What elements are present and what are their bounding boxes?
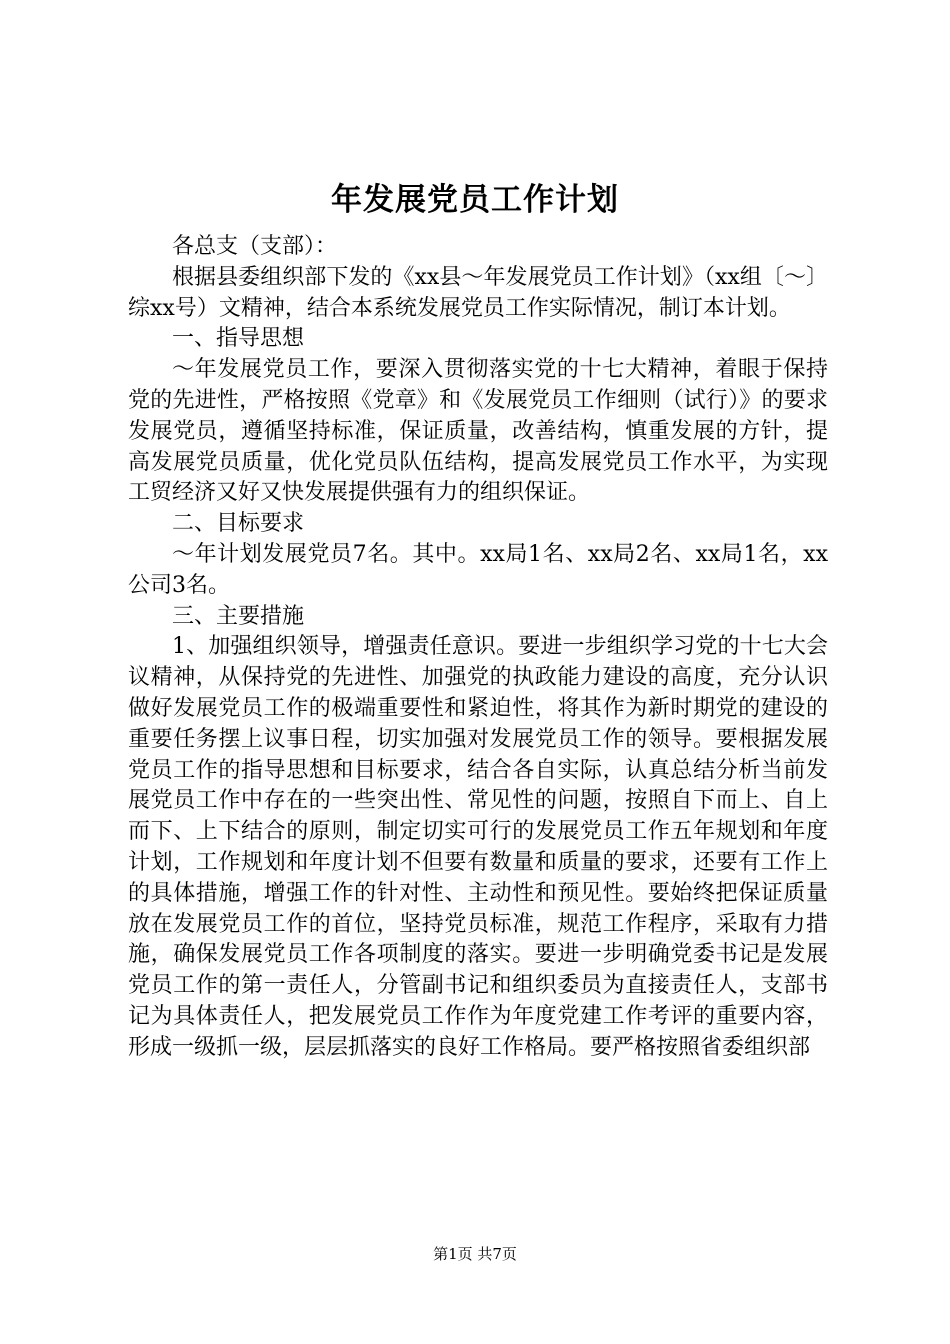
- document-body: [128, 232, 828, 1064]
- paragraph-measures-1: 1、加强组织领导，增强责任意识。要进一步组织学习党的十七大会议精神，从保持党的先进性、加强党的执政能力建设的高度，充分认识做好发展党员工作的极端重要性和紧迫性，将其作为新时期党的建设的重要任务摆上议事日程，切实加强对发展党员工作的领导。要根据发展党员工作的指导思想和目标要求，结合各自实际，认真总结分析当前发展党员工作中存在的一些突出性、常见性的问题，按照自下而上、自上而下、上下结合的原则，制定切实可行的发展党员工作五年规划和年度计划，工作规划和年度计划不但要有数量和质量的要求，还要有工作上的具体措施，增强工作的针对性、主动性和预见性。要始终把保证质量放在发展党员工作的首位，坚持党员标准，规范工作程序，采取有力措施，确保发展党员工作各项制度的落实。要进一步明确党委书记是发展党员工作的第一责任人，分管副书记和组织委员为直接责任人，支部书记为具体责任人，把发展党员工作作为年度党建工作考评的重要内容，形成一级抓一级，层层抓落实的良好工作格局。要严格按照省委组织部: [128, 634, 828, 1060]
- paragraph-targets: ～年计划发展党员7名。其中。xx局1名、xx局2名、xx局1名，xx公司3名。: [128, 541, 828, 598]
- section-heading-2: 二、目标要求: [172, 511, 305, 537]
- section-heading-3: 三、主要措施: [172, 603, 305, 629]
- paragraph-guiding-ideology: ～年发展党员工作，要深入贯彻落实党的十七大精神，着眼于保持党的先进性，严格按照《党章》和《发展党员工作细则（试行）》的要求发展党员，遵循坚持标准，保证质量，改善结构，慎重发展的方针，提高发展党员质量，优化党员队伍结构，提高发展党员工作水平，为实现工贸经济又好又快发展提供强有力的组织保证。: [128, 357, 828, 506]
- section-heading-1: 一、指导思想: [172, 326, 305, 352]
- page-footer: 第1页 共7页: [433, 1245, 517, 1263]
- paragraph-intro: 根据县委组织部下发的《xx县～年发展党员工作计划》（xx组〔～〕综xx号）文精神，结合本系统发展党员工作实际情况，制订本计划。: [128, 264, 828, 321]
- salutation: 各总支（支部）：: [172, 234, 338, 259]
- document-title: 年发展党员工作计划: [331, 182, 619, 218]
